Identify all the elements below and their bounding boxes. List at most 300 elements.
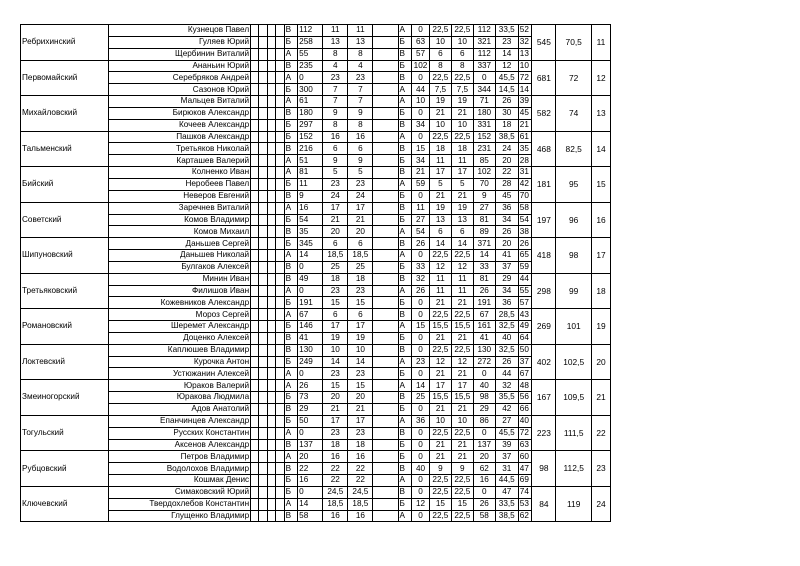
stage2-result: 36 xyxy=(412,415,430,427)
empty-cell xyxy=(251,107,259,119)
participant-name: Комов Михаил xyxy=(108,226,250,238)
stage2-result: 0 xyxy=(412,25,430,37)
stage2-result: 15 xyxy=(412,143,430,155)
stage1-spacer xyxy=(373,72,398,84)
stage2-points: 18 xyxy=(429,143,451,155)
empty-cell xyxy=(267,498,275,510)
stage2-points: 22,5 xyxy=(429,510,451,522)
personal-place: 70 xyxy=(518,190,532,202)
team-total: 582 xyxy=(532,96,556,132)
stage1-group: В xyxy=(284,143,298,155)
stage2-points: 9 xyxy=(429,463,451,475)
personal-place: 49 xyxy=(518,321,532,333)
stage2-group: В xyxy=(398,392,412,404)
stage2-points: 5 xyxy=(429,178,451,190)
stage2-score: 11 xyxy=(451,155,473,167)
stage1-points: 19 xyxy=(323,332,348,344)
empty-cell xyxy=(251,214,259,226)
stage1-result: 112 xyxy=(298,25,323,37)
stage1-points: 21 xyxy=(323,214,348,226)
empty-cell xyxy=(267,285,275,297)
stage2-result: 25 xyxy=(412,392,430,404)
table-row xyxy=(21,510,611,522)
team-total: 98 xyxy=(532,451,556,487)
empty-cell xyxy=(259,178,267,190)
stage2-score: 21 xyxy=(451,332,473,344)
personal-place: 50 xyxy=(518,344,532,356)
stage1-score: 23 xyxy=(348,178,373,190)
personal-place: 38 xyxy=(518,226,532,238)
participant-name: Комов Владимир xyxy=(108,214,250,226)
team-place: 20 xyxy=(591,344,610,380)
empty-cell xyxy=(251,510,259,522)
stage1-spacer xyxy=(373,202,398,214)
empty-cell xyxy=(276,510,284,522)
stage1-result: 0 xyxy=(298,368,323,380)
stage2-group: Б xyxy=(398,190,412,202)
empty-cell xyxy=(276,143,284,155)
stage1-group: В xyxy=(284,60,298,72)
district-name: Тальменский xyxy=(21,131,109,167)
stage1-group: Б xyxy=(284,321,298,333)
stage2-group: В xyxy=(398,143,412,155)
team-score: 98 xyxy=(556,238,592,274)
empty-cell xyxy=(259,155,267,167)
stage2-group: А xyxy=(398,226,412,238)
personal-place: 55 xyxy=(518,285,532,297)
sum-result: 14 xyxy=(473,250,495,262)
stage2-points: 11 xyxy=(429,285,451,297)
stage1-score: 10 xyxy=(348,344,373,356)
table-row xyxy=(21,415,611,427)
stage1-score: 23 xyxy=(348,72,373,84)
sum-points: 32,5 xyxy=(495,321,518,333)
personal-place: 40 xyxy=(518,415,532,427)
table-row xyxy=(21,321,611,333)
stage2-result: 0 xyxy=(412,451,430,463)
empty-cell xyxy=(276,119,284,131)
empty-cell xyxy=(259,238,267,250)
table-row xyxy=(21,344,611,356)
empty-cell xyxy=(251,332,259,344)
empty-cell xyxy=(276,463,284,475)
stage2-points: 21 xyxy=(429,107,451,119)
stage1-group: В xyxy=(284,25,298,37)
stage1-score: 25 xyxy=(348,261,373,273)
empty-cell xyxy=(267,72,275,84)
participant-name: Глущенко Владимир xyxy=(108,510,250,522)
sum-points: 18 xyxy=(495,119,518,131)
stage2-score: 22,5 xyxy=(451,250,473,262)
stage2-result: 0 xyxy=(412,297,430,309)
stage1-result: 0 xyxy=(298,261,323,273)
stage1-spacer xyxy=(373,415,398,427)
stage2-score: 12 xyxy=(451,356,473,368)
stage1-group: А xyxy=(284,451,298,463)
stage1-score: 8 xyxy=(348,48,373,60)
stage2-points: 15,5 xyxy=(429,392,451,404)
empty-cell xyxy=(267,167,275,179)
district-name: Третьяковский xyxy=(21,273,109,309)
stage2-score: 19 xyxy=(451,202,473,214)
table-row xyxy=(21,131,611,143)
stage1-result: 258 xyxy=(298,36,323,48)
stage1-points: 6 xyxy=(323,143,348,155)
stage1-points: 8 xyxy=(323,48,348,60)
empty-cell xyxy=(259,498,267,510)
table-row xyxy=(21,107,611,119)
stage2-result: 10 xyxy=(412,96,430,108)
stage1-spacer xyxy=(373,238,398,250)
sum-points: 32 xyxy=(495,380,518,392)
sum-points: 39 xyxy=(495,439,518,451)
stage1-group: А xyxy=(284,155,298,167)
empty-cell xyxy=(251,427,259,439)
personal-place: 59 xyxy=(518,261,532,273)
stage2-score: 12 xyxy=(451,261,473,273)
stage1-group: А xyxy=(284,498,298,510)
stage1-group: А xyxy=(284,368,298,380)
district-name: Змеиногорский xyxy=(21,380,109,416)
stage1-score: 23 xyxy=(348,285,373,297)
stage2-result: 0 xyxy=(412,510,430,522)
stage1-points: 18,5 xyxy=(323,250,348,262)
stage1-points: 21 xyxy=(323,404,348,416)
participant-name: Каплюшев Владимир xyxy=(108,344,250,356)
team-place: 11 xyxy=(591,25,610,61)
stage1-score: 20 xyxy=(348,226,373,238)
empty-cell xyxy=(259,475,267,487)
stage1-spacer xyxy=(373,167,398,179)
stage2-group: А xyxy=(398,356,412,368)
stage1-result: 146 xyxy=(298,321,323,333)
empty-cell xyxy=(276,332,284,344)
stage1-score: 17 xyxy=(348,415,373,427)
stage1-spacer xyxy=(373,25,398,37)
empty-cell xyxy=(259,463,267,475)
stage1-result: 41 xyxy=(298,332,323,344)
sum-result: 331 xyxy=(473,119,495,131)
stage1-spacer xyxy=(373,486,398,498)
empty-cell xyxy=(276,238,284,250)
stage1-spacer xyxy=(373,250,398,262)
stage2-score: 21 xyxy=(451,297,473,309)
district-name: Шипуновский xyxy=(21,238,109,274)
table-row xyxy=(21,392,611,404)
empty-cell xyxy=(267,143,275,155)
stage1-result: 249 xyxy=(298,356,323,368)
sum-points: 26 xyxy=(495,96,518,108)
stage1-group: В xyxy=(284,439,298,451)
sum-points: 41 xyxy=(495,250,518,262)
sum-result: 344 xyxy=(473,84,495,96)
participant-name: Кожевников Александр xyxy=(108,297,250,309)
stage2-result: 0 xyxy=(412,250,430,262)
participant-name: Карташев Валерий xyxy=(108,155,250,167)
table-row xyxy=(21,498,611,510)
results-sheet xyxy=(20,24,611,522)
empty-cell xyxy=(276,309,284,321)
participant-name: Адов Анатолий xyxy=(108,404,250,416)
team-total: 418 xyxy=(532,238,556,274)
empty-cell xyxy=(259,48,267,60)
stage2-score: 17 xyxy=(451,380,473,392)
participant-name: Твердохлебов Константин xyxy=(108,498,250,510)
stage2-group: А xyxy=(398,25,412,37)
stage1-score: 16 xyxy=(348,510,373,522)
stage1-group: Б xyxy=(284,392,298,404)
stage1-points: 7 xyxy=(323,96,348,108)
personal-place: 13 xyxy=(518,48,532,60)
empty-cell xyxy=(267,510,275,522)
stage2-points: 22,5 xyxy=(429,72,451,84)
stage1-group: В xyxy=(284,273,298,285)
participant-name: Гуляев Юрий xyxy=(108,36,250,48)
stage2-result: 0 xyxy=(412,486,430,498)
stage2-score: 15,5 xyxy=(451,321,473,333)
stage2-points: 21 xyxy=(429,404,451,416)
participant-name: Ананьин Юрий xyxy=(108,60,250,72)
stage1-points: 10 xyxy=(323,344,348,356)
stage1-points: 11 xyxy=(323,25,348,37)
stage1-spacer xyxy=(373,155,398,167)
stage2-points: 6 xyxy=(429,226,451,238)
empty-cell xyxy=(276,167,284,179)
empty-cell xyxy=(276,273,284,285)
stage1-points: 9 xyxy=(323,107,348,119)
empty-cell xyxy=(267,155,275,167)
empty-cell xyxy=(276,297,284,309)
stage2-result: 0 xyxy=(412,309,430,321)
sum-points: 22 xyxy=(495,167,518,179)
stage2-score: 21 xyxy=(451,451,473,463)
stage1-spacer xyxy=(373,427,398,439)
stage2-result: 63 xyxy=(412,36,430,48)
stage1-score: 14 xyxy=(348,356,373,368)
empty-cell xyxy=(259,261,267,273)
empty-cell xyxy=(267,392,275,404)
team-place: 21 xyxy=(591,380,610,416)
team-total: 681 xyxy=(532,60,556,96)
participant-name: Аксенов Александр xyxy=(108,439,250,451)
empty-cell xyxy=(259,285,267,297)
empty-cell xyxy=(259,190,267,202)
empty-cell xyxy=(259,451,267,463)
empty-cell xyxy=(251,250,259,262)
table-row xyxy=(21,84,611,96)
sum-result: 71 xyxy=(473,96,495,108)
empty-cell xyxy=(251,392,259,404)
empty-cell xyxy=(259,380,267,392)
sum-result: 81 xyxy=(473,214,495,226)
stage1-score: 18 xyxy=(348,273,373,285)
personal-place: 42 xyxy=(518,178,532,190)
empty-cell xyxy=(267,202,275,214)
personal-place: 60 xyxy=(518,451,532,463)
stage1-spacer xyxy=(373,190,398,202)
stage2-group: А xyxy=(398,510,412,522)
team-total: 298 xyxy=(532,273,556,309)
stage2-score: 22,5 xyxy=(451,427,473,439)
stage2-points: 6 xyxy=(429,48,451,60)
table-row xyxy=(21,285,611,297)
stage1-points: 6 xyxy=(323,238,348,250)
stage1-result: 49 xyxy=(298,273,323,285)
stage1-score: 5 xyxy=(348,167,373,179)
stage2-result: 12 xyxy=(412,498,430,510)
empty-cell xyxy=(251,48,259,60)
participant-name: Шеремет Александр xyxy=(108,321,250,333)
sum-result: 85 xyxy=(473,155,495,167)
stage2-score: 19 xyxy=(451,96,473,108)
stage1-points: 22 xyxy=(323,475,348,487)
table-row xyxy=(21,297,611,309)
stage1-result: 16 xyxy=(298,475,323,487)
sum-points: 28 xyxy=(495,178,518,190)
empty-cell xyxy=(259,332,267,344)
stage1-group: А xyxy=(284,250,298,262)
team-score: 99 xyxy=(556,273,592,309)
stage1-points: 17 xyxy=(323,415,348,427)
empty-cell xyxy=(259,119,267,131)
stage2-result: 0 xyxy=(412,131,430,143)
district-name: Локтевский xyxy=(21,344,109,380)
stage1-points: 23 xyxy=(323,285,348,297)
stage2-score: 14 xyxy=(451,238,473,250)
stage1-group: А xyxy=(284,202,298,214)
stage1-spacer xyxy=(373,404,398,416)
empty-cell xyxy=(267,226,275,238)
stage1-group: А xyxy=(284,72,298,84)
personal-place: 63 xyxy=(518,439,532,451)
sum-points: 32,5 xyxy=(495,344,518,356)
stage1-spacer xyxy=(373,463,398,475)
stage2-result: 21 xyxy=(412,167,430,179)
stage1-score: 8 xyxy=(348,119,373,131)
stage2-group: В xyxy=(398,344,412,356)
personal-place: 54 xyxy=(518,214,532,226)
empty-cell xyxy=(267,344,275,356)
sum-result: 0 xyxy=(473,486,495,498)
participant-name: Петров Владимир xyxy=(108,451,250,463)
stage2-result: 54 xyxy=(412,226,430,238)
stage1-spacer xyxy=(373,392,398,404)
empty-cell xyxy=(267,250,275,262)
sum-result: 180 xyxy=(473,107,495,119)
stage1-score: 19 xyxy=(348,332,373,344)
empty-cell xyxy=(276,84,284,96)
team-place: 14 xyxy=(591,131,610,167)
table-row xyxy=(21,486,611,498)
participant-name: Даньшев Сергей xyxy=(108,238,250,250)
stage2-points: 12 xyxy=(429,261,451,273)
stage1-points: 17 xyxy=(323,202,348,214)
table-row xyxy=(21,48,611,60)
stage2-score: 6 xyxy=(451,48,473,60)
stage2-result: 0 xyxy=(412,427,430,439)
sum-points: 26 xyxy=(495,356,518,368)
sum-result: 41 xyxy=(473,332,495,344)
stage2-score: 15 xyxy=(451,498,473,510)
sum-result: 16 xyxy=(473,475,495,487)
team-place: 12 xyxy=(591,60,610,96)
stage2-points: 22,5 xyxy=(429,25,451,37)
stage1-score: 9 xyxy=(348,107,373,119)
stage1-spacer xyxy=(373,84,398,96)
sum-points: 34 xyxy=(495,214,518,226)
table-row xyxy=(21,96,611,108)
sum-result: 89 xyxy=(473,226,495,238)
stage1-points: 15 xyxy=(323,380,348,392)
empty-cell xyxy=(251,273,259,285)
stage1-result: 345 xyxy=(298,238,323,250)
empty-cell xyxy=(251,143,259,155)
sum-points: 44,5 xyxy=(495,475,518,487)
stage1-points: 22 xyxy=(323,463,348,475)
empty-cell xyxy=(276,498,284,510)
stage1-group: В xyxy=(284,226,298,238)
empty-cell xyxy=(267,332,275,344)
empty-cell xyxy=(251,380,259,392)
stage1-points: 23 xyxy=(323,72,348,84)
stage1-points: 23 xyxy=(323,178,348,190)
team-score: 72 xyxy=(556,60,592,96)
stage2-points: 22,5 xyxy=(429,131,451,143)
stage2-points: 21 xyxy=(429,368,451,380)
empty-cell xyxy=(251,498,259,510)
stage1-result: 54 xyxy=(298,214,323,226)
team-total: 545 xyxy=(532,25,556,61)
team-place: 17 xyxy=(591,238,610,274)
table-row xyxy=(21,404,611,416)
team-score: 119 xyxy=(556,486,592,522)
stage1-group: В xyxy=(284,107,298,119)
stage1-score: 15 xyxy=(348,297,373,309)
stage2-score: 22,5 xyxy=(451,72,473,84)
empty-cell xyxy=(276,250,284,262)
stage2-score: 10 xyxy=(451,119,473,131)
stage2-group: Б xyxy=(398,368,412,380)
stage2-score: 21 xyxy=(451,368,473,380)
participant-name: Минин Иван xyxy=(108,273,250,285)
stage1-spacer xyxy=(373,60,398,72)
stage2-group: В xyxy=(398,463,412,475)
team-score: 74 xyxy=(556,96,592,132)
empty-cell xyxy=(259,131,267,143)
stage1-points: 16 xyxy=(323,510,348,522)
sum-result: 70 xyxy=(473,178,495,190)
stage2-score: 21 xyxy=(451,439,473,451)
team-total: 223 xyxy=(532,415,556,451)
participant-name: Мороз Сергей xyxy=(108,309,250,321)
personal-place: 67 xyxy=(518,368,532,380)
sum-points: 45,5 xyxy=(495,72,518,84)
stage2-score: 10 xyxy=(451,36,473,48)
stage1-group: В xyxy=(284,404,298,416)
empty-cell xyxy=(259,96,267,108)
stage1-result: 16 xyxy=(298,202,323,214)
stage1-result: 73 xyxy=(298,392,323,404)
team-place: 22 xyxy=(591,415,610,451)
stage1-spacer xyxy=(373,332,398,344)
stage2-points: 11 xyxy=(429,273,451,285)
sum-result: 62 xyxy=(473,463,495,475)
stage2-points: 10 xyxy=(429,415,451,427)
stage1-points: 15 xyxy=(323,297,348,309)
stage1-group: В xyxy=(284,190,298,202)
stage2-points: 14 xyxy=(429,238,451,250)
stage1-score: 16 xyxy=(348,451,373,463)
